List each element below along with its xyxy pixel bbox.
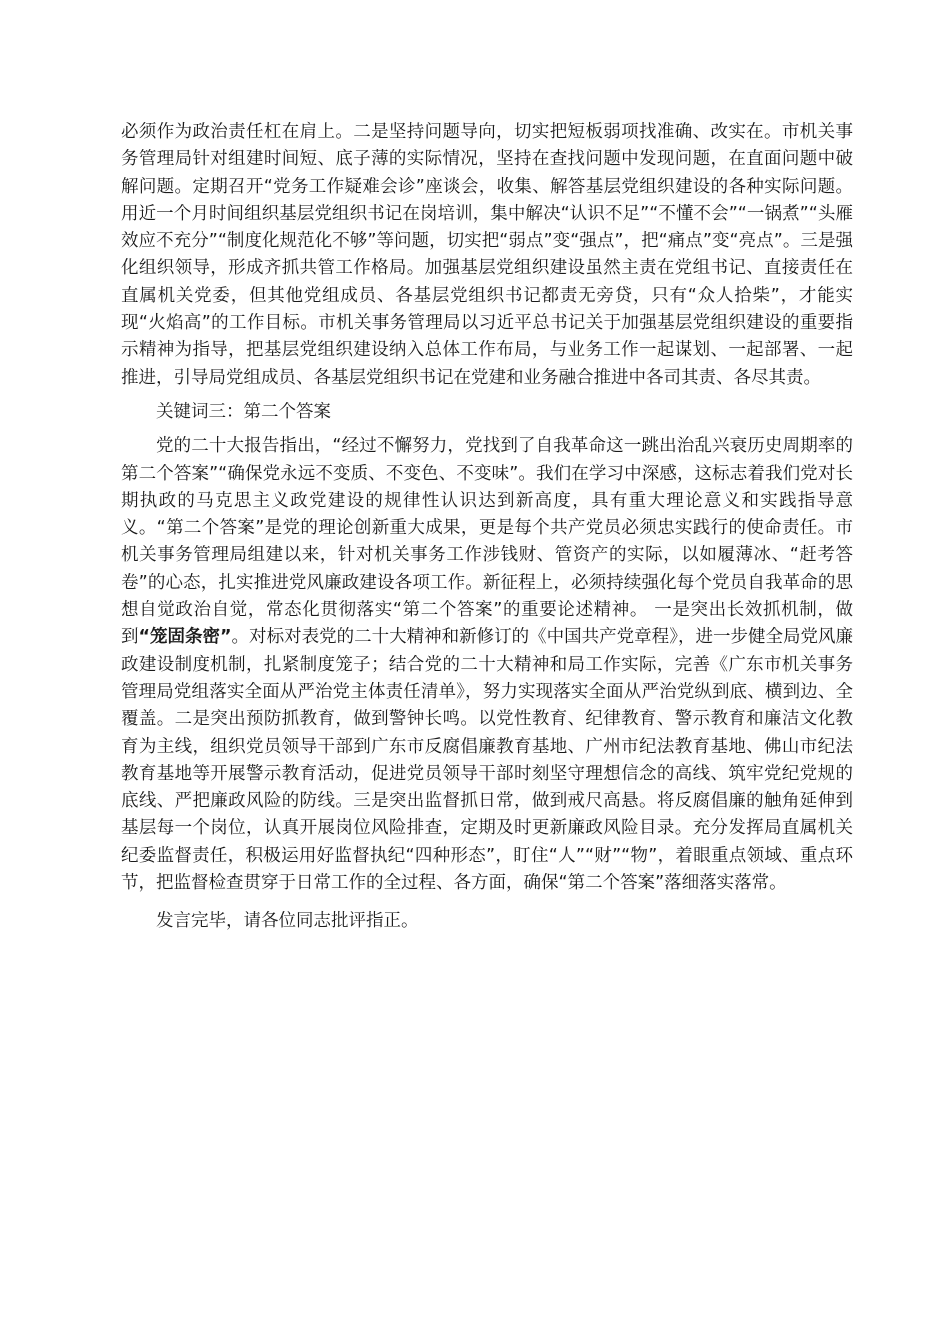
section-heading-keyword-three: 关键词三：第二个答案: [156, 401, 331, 422]
body-paragraph-second-answer: [121, 433, 853, 897]
document-page: [121, 119, 853, 936]
paragraph-text-part2: 。对标对表党的二十大精神和新修订的《中国共产党章程》，进一步健全局党风廉政建设制度机制，扎紧制度笼子；结合党的二十大精神和局工作实际，完善《广东市机关事务管理局党组落实全面从严治党主体责任清单》，努力实现落实全面从严治党纵到底、横到边、全覆盖。二是突出预防抓教育，做到警钟长鸣。以党性教育、纪律教育、警示教育和廉洁文化教育为主线，组织党员领导干部到广东市反腐倡廉教育基地、广州市纪法教育基地、佛山市纪法教育基地等开展警示教育活动，促进党员领导干部时刻坚守理想信念的高线、筑牢党纪党规的底线、严把廉政风险的防线。三是突出监督抓日常，做到戒尺高悬。将反腐倡廉的触角延伸到基层每一个岗位，认真开展岗位风险排查，定期及时更新廉政风险目录。充分发挥局直属机关纪委监督责任，积极运用好监督执纪“四种形态”，盯住“人”“财”“物”，着眼重点领域、重点环节，把监督检查贯穿于日常工作的全过程、各方面，确保“第二个答案”落细落实落常。: [121, 627, 853, 894]
closing-remark: 发言完毕，请各位同志批评指正。: [156, 911, 419, 932]
paragraph-text-part1: 党的二十大报告指出，“经过不懈努力，党找到了自我革命这一跳出治乱兴衰历史周期率的第二个答案”“确保党永远不变质、不变色、不变味”。我们在学习中深感，这标志着我们党对长期执政的马克思主义政党建设的规律性认识达到新高度，具有重大理论意义和实践指导意义。“第二个答案”是党的理论创新重大成果，更是每个共产党员必须忠实践行的使命责任。市机关事务管理局组建以来，针对机关事务工作涉钱财、管资产的实际，以如履薄冰、“赶考答卷”的心态，扎实推进党风廉政建设各项工作。新征程上，必须持续强化每个党员自我革命的思想自觉政治自觉，常态化贯彻落实“第二个答案”的重要论述精神。 一是突出长效抓机制，做到: [121, 436, 853, 648]
body-paragraph-continued: 必须作为政治责任杠在肩上。二是坚持问题导向，切实把短板弱项找准确、改实在。市机关事务管理局针对组建时间短、底子薄的实际情况，坚持在查找问题中发现问题，在直面问题中破解问题。定期召开“党务工作疑难会诊”座谈会，收集、解答基层党组织建设的各种实际问题。用近一个月时间组织基层党组织书记在岗培训，集中解决“认识不足”“不懂不会”“一锅煮”“头雁效应不充分”“制度化规范化不够”等问题，切实把“弱点”变“强点”，把“痛点”变“亮点”。三是强化组织领导，形成齐抓共管工作格局。加强基层党组织建设虽然主责在党组书记、直接责任在直属机关党委，但其他党组成员、各基层党组织书记都责无旁贷，只有“众人拾柴”，才能实现“火焰高”的工作目标。市机关事务管理局以习近平总书记关于加强基层党组织建设的重要指示精神为指导，把基层党组织建设纳入总体工作布局，与业务工作一起谋划、一起部署、一起推进，引导局党组成员、各基层党组织书记在党建和业务融合推进中各司其责、各尽其责。: [121, 122, 853, 388]
emphasis-text: “笼固条密”: [138, 627, 232, 648]
